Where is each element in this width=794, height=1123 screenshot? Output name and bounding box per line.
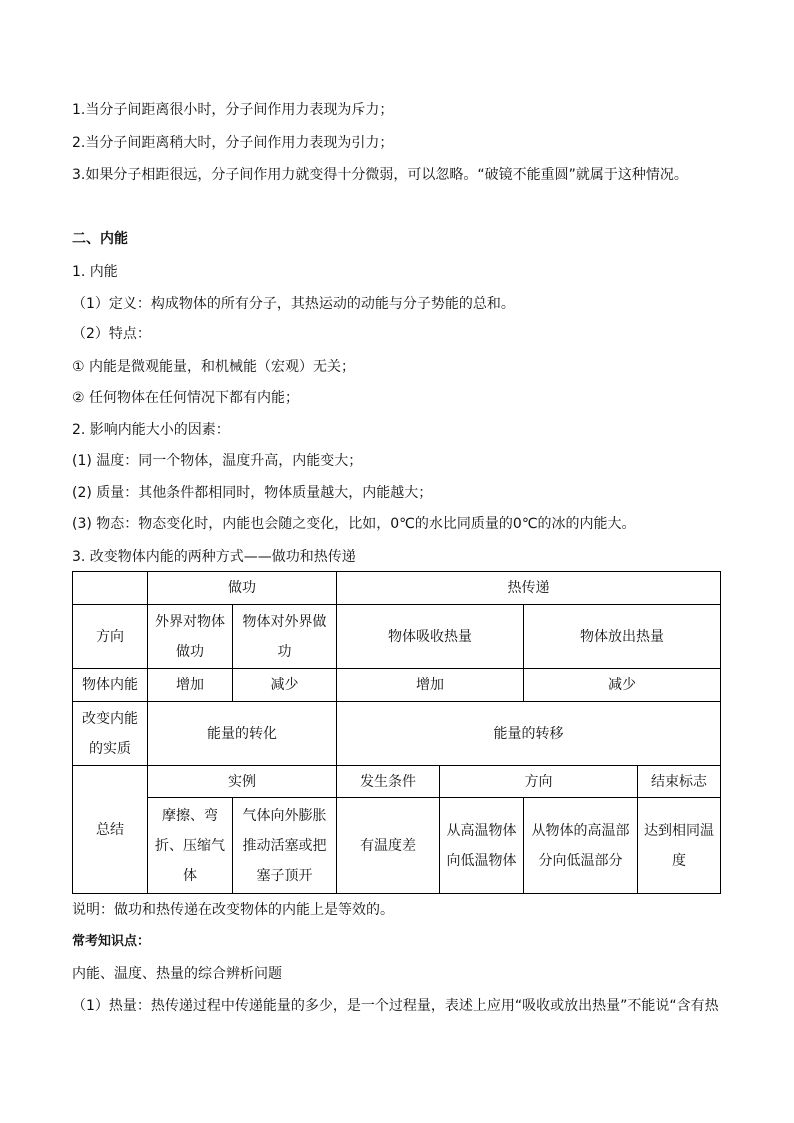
table-row: [73, 798, 721, 894]
cell-example-2: 气体向外膨胀推动活塞或把塞子顶开: [233, 798, 337, 894]
table-row: [73, 766, 721, 798]
cell-heat-energy-2: 减少: [524, 669, 721, 702]
common-points-title: 常考知识点：: [72, 934, 151, 949]
subsection-title-3: 3. 改变物体内能的两种方式——做功和热传递: [72, 549, 356, 565]
cell-direction-1: 从高温物体向低温物体: [440, 798, 524, 894]
section-heading: 二、内能: [72, 231, 128, 247]
cell-heat-energy-1: 增加: [337, 669, 524, 702]
cell-direction-2: 从物体的高温部分向低温部分: [524, 798, 638, 894]
topic-text: 内能、温度、热量的综合辨析问题: [72, 966, 282, 982]
row-label-direction: 方向: [73, 605, 148, 669]
table-row: [73, 669, 721, 702]
header-direction: 方向: [440, 766, 638, 798]
header-work: 做功: [148, 572, 337, 605]
header-condition: 发生条件: [337, 766, 440, 798]
table-row: [73, 702, 721, 766]
table-cell-empty: [73, 572, 148, 605]
factor-item-2: (2) 质量：其他条件都相同时，物体质量越大，内能越大；: [72, 485, 433, 501]
cell-condition: 有温度差: [337, 798, 440, 894]
paragraph-3: 3.如果分子相距很远，分子间作用力就变得十分微弱，可以忽略。“破镜不能重圆”就属于这种情况。: [72, 167, 688, 183]
subsection-title-1: 1. 内能: [72, 264, 118, 280]
table-row: [73, 572, 721, 605]
paragraph-1: 1.当分子间距离很小时，分子间作用力表现为斥力；: [72, 102, 394, 118]
definition-text: （1）定义：构成物体的所有分子，其热运动的动能与分子势能的总和。: [72, 296, 515, 312]
cell-work-energy-2: 减少: [233, 669, 337, 702]
feature-item-1: ① 内能是微观能量，和机械能（宏观）无关；: [72, 359, 355, 375]
note-text: 说明：做功和热传递在改变物体的内能上是等效的。: [72, 902, 394, 918]
cell-heat-dir-1: 物体吸收热量: [337, 605, 524, 669]
table-row: [73, 605, 721, 669]
cell-work-essence: 能量的转化: [148, 702, 337, 766]
factor-item-3: (3) 物态：物态变化时，内能也会随之变化，比如，0℃的水比同质量的0℃的冰的内能大。: [72, 516, 636, 532]
row-label-internal-energy: 物体内能: [73, 669, 148, 702]
cell-heat-essence: 能量的转移: [337, 702, 721, 766]
comparison-table: [72, 571, 721, 894]
cell-heat-dir-2: 物体放出热量: [524, 605, 721, 669]
cell-work-dir-1: 外界对物体做功: [148, 605, 233, 669]
features-label: （2）特点：: [72, 326, 151, 342]
subsection-title-2: 2. 影响内能大小的因素：: [72, 422, 230, 438]
cell-work-energy-1: 增加: [148, 669, 233, 702]
row-label-essence: 改变内能的实质: [73, 702, 148, 766]
paragraph-2: 2.当分子间距离稍大时，分子间作用力表现为引力；: [72, 135, 394, 151]
factor-item-1: (1) 温度：同一个物体，温度升高，内能变大；: [72, 453, 363, 469]
header-end-sign: 结束标志: [638, 766, 721, 798]
row-label-summary: 总结: [73, 766, 148, 894]
cell-end-sign: 达到相同温度: [638, 798, 721, 894]
header-heat-transfer: 热传递: [337, 572, 721, 605]
feature-item-2: ② 任何物体在任何情况下都有内能；: [72, 390, 300, 406]
heat-definition-text: （1）热量：热传递过程中传递能量的多少，是一个过程量，表述上应用“吸收或放出热量”不能说“含有热: [72, 998, 719, 1014]
cell-example-1: 摩擦、弯折、压缩气体: [148, 798, 233, 894]
header-example: 实例: [148, 766, 337, 798]
cell-work-dir-2: 物体对外界做功: [233, 605, 337, 669]
